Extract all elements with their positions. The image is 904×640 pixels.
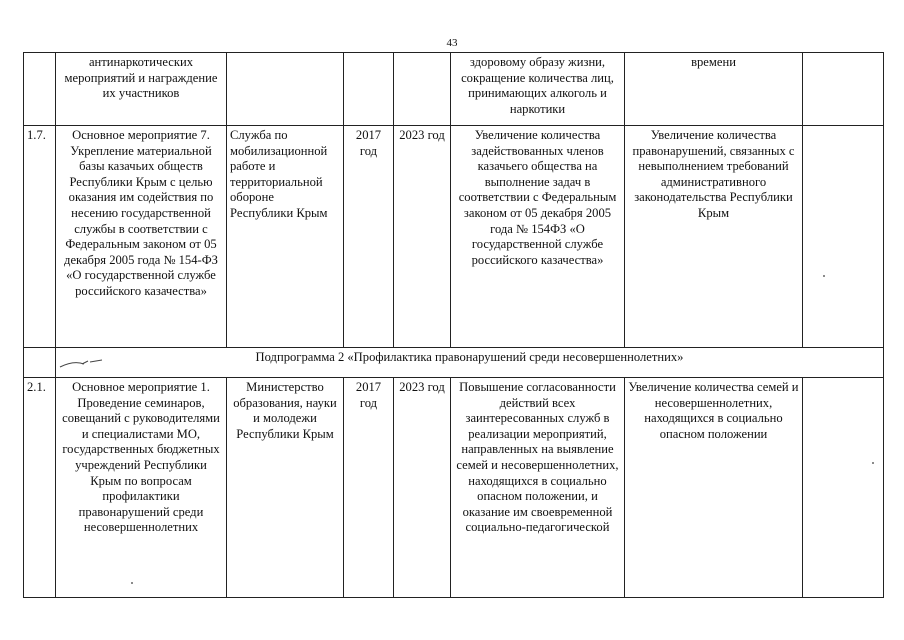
cell-executor: Министерство образования, науки и молодежи Республики Крым (227, 378, 344, 598)
cell-num: 2.1. (24, 378, 56, 598)
cell-activity: Основное мероприятие 7. Укрепление материальной базы казачьих обществ Республики Крым с целью оказания им содействия по несению государственной службы в соответствии с Федеральным законом от 05 декабря 2005 года № 154-ФЗ «О государственной службе российского казачества» (56, 126, 227, 348)
scan-speck (872, 462, 874, 464)
table-row-continuation (24, 53, 884, 126)
table-row-2-1 (24, 378, 884, 598)
cell-activity: Основное мероприятие 1. Проведение семинаров, совещаний с руководителями и специалистами МО, государственных бюджетных учреждений Республики Крым по вопросам профилактики правонарушений среди несовершеннолетних (56, 378, 227, 598)
cell-consequence: времени (625, 53, 803, 126)
cell-activity: антинаркотических мероприятий и награждение их участников (56, 53, 227, 126)
cell-consequence: Увеличение количества правонарушений, связанных с невыполнением требований административного законодательства Республики Крым (625, 126, 803, 348)
cell-extra (803, 53, 884, 126)
subprogram-title: Подпрограмма 2 «Профилактика правонарушений среди несовершеннолетних» (56, 348, 884, 378)
scan-speck (131, 582, 133, 584)
cell-extra (803, 126, 884, 348)
cell-end: 2023 год (394, 378, 451, 598)
cell-num: 1.7. (24, 126, 56, 348)
cell-result: Повышение согласованности действий всех заинтересованных служб в реализации мероприятий, направленных на выявление семей и несовершеннолетних, находящихся в социально опасном положении, и оказание им своевременной социально-педагогической (451, 378, 625, 598)
cell-num (24, 348, 56, 378)
cell-end (394, 53, 451, 126)
cell-executor: Служба по мобилизационной работе и территориальной обороне Республики Крым (227, 126, 344, 348)
cell-extra (803, 378, 884, 598)
program-table (23, 52, 884, 598)
cell-start (344, 53, 394, 126)
cell-end: 2023 год (394, 126, 451, 348)
table-row-1-7 (24, 126, 884, 348)
cell-result: Увеличение количества задействованных членов казачьего общества на выполнение задач в соответствии с Федеральным законом от 05 декабря 2005 года № 154ФЗ «О государственной службе российского казачества» (451, 126, 625, 348)
cell-start: 2017 год (344, 126, 394, 348)
cell-num (24, 53, 56, 126)
scan-speck (823, 275, 825, 277)
cell-start: 2017 год (344, 378, 394, 598)
pen-mark (58, 358, 104, 370)
cell-executor (227, 53, 344, 126)
table-row-subprogram (24, 348, 884, 378)
cell-consequence: Увеличение количества семей и несовершеннолетних, находящихся в социально опасном положении (625, 378, 803, 598)
page-number: 43 (446, 37, 458, 49)
cell-result: здоровому образу жизни, сокращение количества лиц, принимающих алкоголь и наркотики (451, 53, 625, 126)
